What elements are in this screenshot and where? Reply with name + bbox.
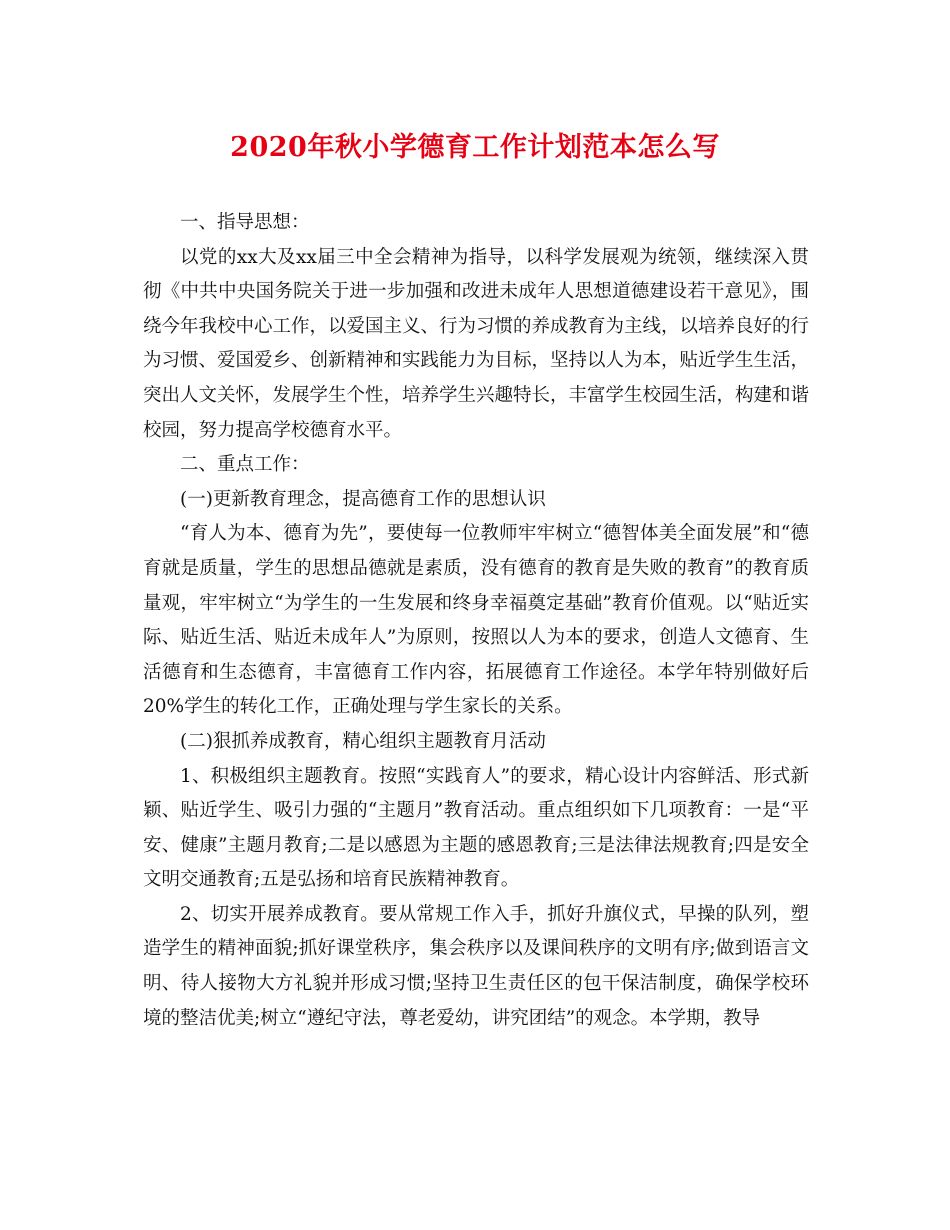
- document-title: 2020年秋小学德育工作计划范本怎么写: [230, 132, 720, 163]
- paragraph-habit-education: 2、切实开展养成教育。要从常规工作入手，抓好升旗仪式，早操的队列，塑造学生的精神面貌;抓好课堂秩序，集会秩序以及课间秩序的文明有序;做到语言文明、待人接物大方礼貌并形成习惯;坚持卫生责任区的包干保洁制度，确保学校环境的整洁优美;树立“遵纪守法，尊老爱幼，讲究团结”的观念。本学期，教导: [143, 903, 809, 1029]
- paragraph-theme-education: 1、积极组织主题教育。按照“实践育人”的要求，精心设计内容鲜活、形式新颖、贴近学生、吸引力强的“主题月”教育活动。重点组织如下几项教育：一是“平安、健康”主题月教育;二是以感恩为主题的感恩教育;三是法律法规教育;四是安全文明交通教育;五是弘扬和培育民族精神教育。: [143, 765, 809, 891]
- document-body: [143, 206, 809, 1036]
- paragraph-guiding-ideology: 以党的xx大及xx届三中全会精神为指导，以科学发展观为统领，继续深入贯彻《中共中央国务院关于进一步加强和改进未成年人思想道德建设若干意见》，围绕今年我校中心工作，以爱国主义、行为习惯的养成教育为主线，以培养良好的行为习惯、爱国爱乡、创新精神和实践能力为目标，坚持以人为本，贴近学生生活，突出人文关怀，发展学生个性，培养学生兴趣特长，丰富学生校园生活，构建和谐校园，努力提高学校德育水平。: [143, 246, 810, 441]
- section-heading-guiding-ideology: 一、指导思想：: [180, 212, 310, 233]
- paragraph-update-concepts: “育人为本、德育为先”，要使每一位教师牢牢树立“德智体美全面发展”和“德育就是质量，学生的思想品德就是素质，没有德育的教育是失败的教育”的教育质量观，牢牢树立“为学生的一生发展和终身幸福奠定基础”教育价值观。以“贴近实际、贴近生活、贴近未成年人”为原则，按照以人为本的要求，创造人文德育、生活德育和生态德育，丰富德育工作内容，拓展德育工作途径。本学年特别做好后20%学生的转化工作，正确处理与学生家长的关系。: [143, 523, 809, 718]
- subheading-habit-education: (二)狠抓养成教育，精心组织主题教育月活动: [180, 730, 546, 752]
- subheading-update-concepts: (一)更新教育理念，提高德育工作的思想认识: [180, 488, 546, 510]
- section-heading-key-work: 二、重点工作：: [180, 454, 310, 476]
